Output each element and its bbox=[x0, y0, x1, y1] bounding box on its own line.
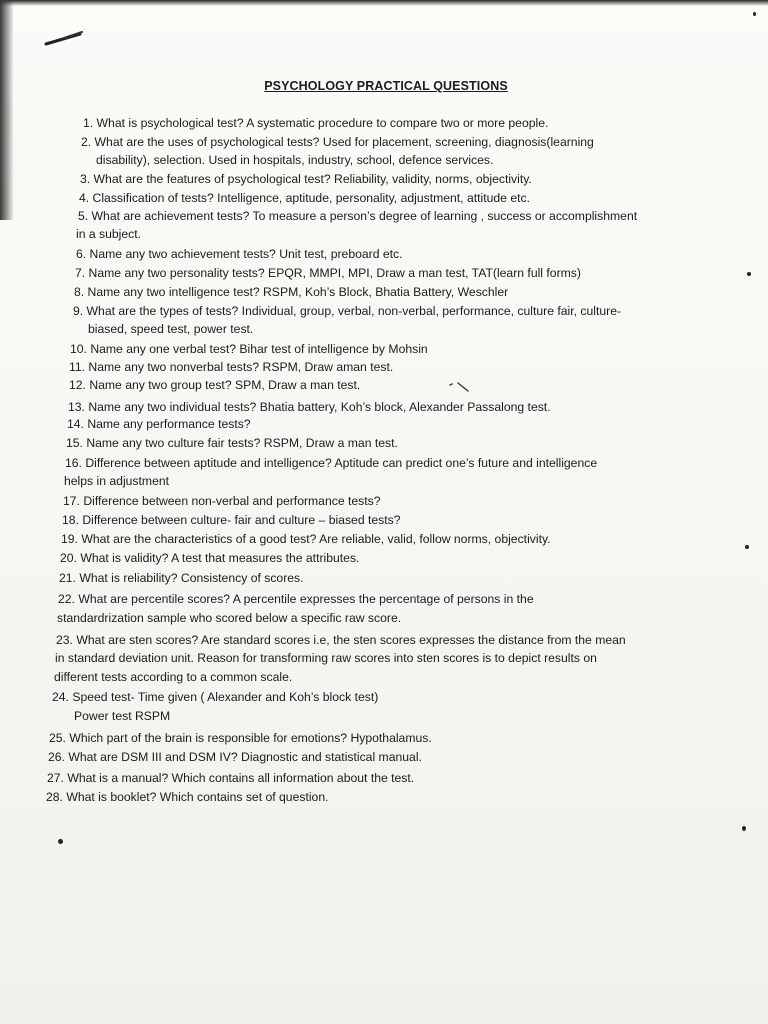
question-22-line: 22. What are percentile scores? A percentile expresses the percentage of persons in the bbox=[58, 592, 534, 606]
page-left-shadow bbox=[0, 0, 14, 220]
question-18-line: 18. Difference between culture- fair and culture – biased tests? bbox=[62, 513, 401, 527]
question-6-line: 6. Name any two achievement tests? Unit test, preboard etc. bbox=[76, 247, 403, 261]
pen-stroke-icon bbox=[448, 381, 470, 393]
page-title: PSYCHOLOGY PRACTICAL QUESTIONS bbox=[264, 79, 508, 93]
question-24-line: 24. Speed test- Time given ( Alexander and Koh’s block test) bbox=[52, 690, 379, 704]
scan-speck bbox=[58, 839, 63, 844]
question-16-cont: helps in adjustment bbox=[64, 474, 170, 488]
question-5-cont: in a subject. bbox=[76, 227, 142, 241]
question-23-cont-1: in standard deviation unit. Reason for transforming raw scores into sten scores is to depict results on bbox=[55, 651, 597, 665]
question-2-cont: disability), selection. Used in hospitals, industry, school, defence services. bbox=[96, 153, 494, 167]
question-11-line: 11. Name any two nonverbal tests? RSPM, Draw aman test. bbox=[69, 360, 394, 374]
question-22-cont: standardrization sample who scored below a specific raw score. bbox=[57, 611, 402, 625]
question-2-line: 2. What are the uses of psychological tests? Used for placement, screening, diagnosis(learning bbox=[81, 135, 594, 149]
question-5-line: 5. What are achievement tests? To measure a person’s degree of learning , success or accomplishment bbox=[78, 209, 638, 223]
question-28-line: 28. What is booklet? Which contains set of question. bbox=[46, 790, 329, 804]
scan-speck bbox=[747, 272, 751, 276]
question-14-line: 14. Name any performance tests? bbox=[67, 417, 251, 431]
question-9-cont: biased, speed test, power test. bbox=[88, 322, 254, 336]
question-9-line: 9. What are the types of tests? Individual, group, verbal, non-verbal, performance, culture fair, culture- bbox=[73, 304, 622, 318]
question-23-line: 23. What are sten scores? Are standard scores i.e, the sten scores expresses the distance from the mean bbox=[56, 633, 626, 647]
question-3-line: 3. What are the features of psychological test? Reliability, validity, norms, objectivity. bbox=[80, 172, 532, 186]
question-25-line: 25. Which part of the brain is responsible for emotions? Hypothalamus. bbox=[49, 731, 432, 745]
page-top-shadow bbox=[0, 0, 768, 6]
question-15-line: 15. Name any two culture fair tests? RSPM, Draw a man test. bbox=[66, 436, 398, 450]
scan-speck bbox=[742, 826, 746, 831]
question-19-line: 19. What are the characteristics of a good test? Are reliable, valid, follow norms, objectivity. bbox=[61, 532, 551, 546]
question-1-line: 1. What is psychological test? A systematic procedure to compare two or more people. bbox=[83, 116, 549, 130]
question-17-line: 17. Difference between non-verbal and performance tests? bbox=[63, 494, 381, 508]
question-26-line: 26. What are DSM III and DSM IV? Diagnostic and statistical manual. bbox=[48, 750, 422, 764]
question-20-line: 20. What is validity? A test that measures the attributes. bbox=[60, 551, 360, 565]
pen-mark-icon bbox=[44, 28, 86, 48]
scan-speck bbox=[745, 545, 749, 549]
question-8-line: 8. Name any two intelligence test? RSPM, Koh’s Block, Bhatia Battery, Weschler bbox=[74, 285, 509, 299]
question-16-line: 16. Difference between aptitude and intelligence? Aptitude can predict one’s future and intelligence bbox=[65, 456, 598, 470]
question-27-line: 27. What is a manual? Which contains all information about the test. bbox=[47, 771, 415, 785]
question-10-line: 10. Name any one verbal test? Bihar test of intelligence by Mohsin bbox=[70, 342, 428, 356]
question-24-cont: Power test RSPM bbox=[74, 709, 171, 723]
question-12-line: 12. Name any two group test? SPM, Draw a man test. bbox=[69, 378, 361, 392]
question-21-line: 21. What is reliability? Consistency of scores. bbox=[59, 571, 304, 585]
scan-speck bbox=[753, 12, 756, 16]
question-23-cont-2: different tests according to a common scale. bbox=[54, 670, 293, 684]
question-7-line: 7. Name any two personality tests? EPQR, MMPI, MPI, Draw a man test, TAT(learn full forms) bbox=[75, 266, 581, 280]
question-4-line: 4. Classification of tests? Intelligence, aptitude, personality, adjustment, attitude etc. bbox=[79, 191, 530, 205]
question-13-line: 13. Name any two individual tests? Bhatia battery, Koh’s block, Alexander Passalong test. bbox=[68, 400, 551, 414]
